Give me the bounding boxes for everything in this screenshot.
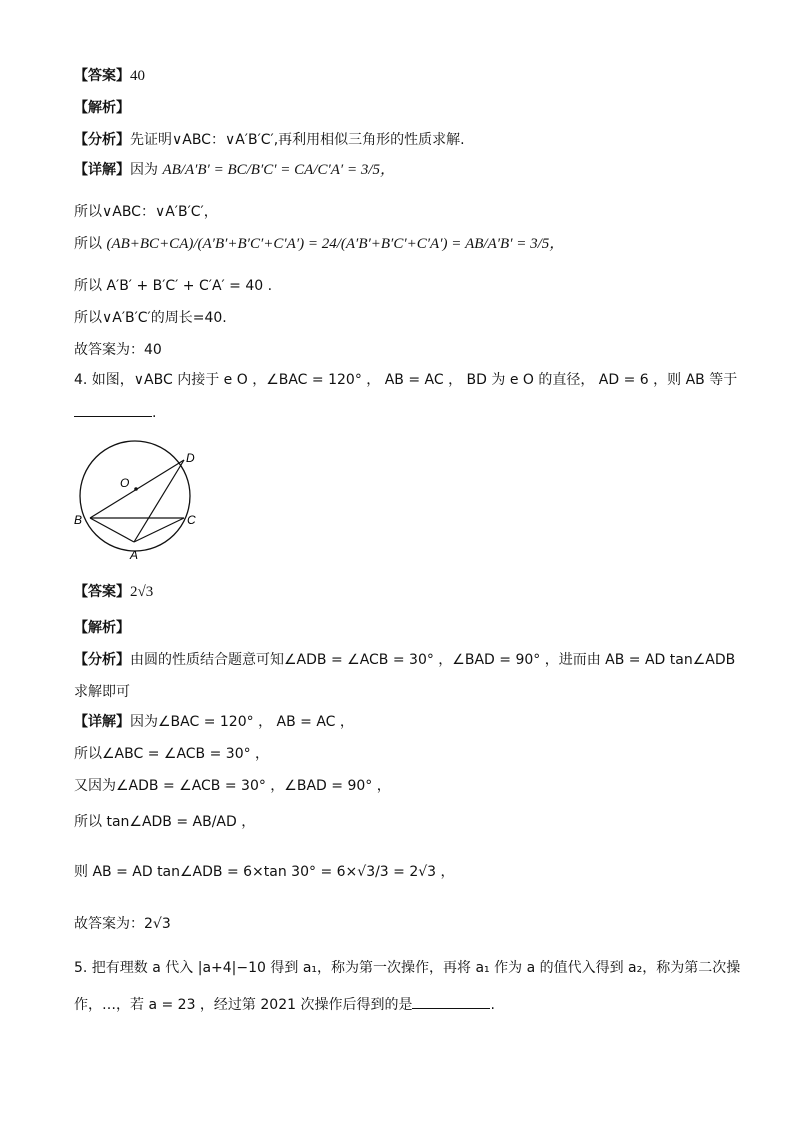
answer-tag: 【答案】 (74, 68, 130, 84)
q4-analysis-tag-line (74, 618, 130, 638)
q5-line2-text: 作，…，若 a = 23 ，经过第 2021 次操作后得到的是 (74, 997, 413, 1013)
q3-ratio-expr: (AB+BC+CA)/(A′B′+B′C′+C′A′) = 24/(A′B′+B′C′+C′A′) = AB/A′B′ = 3/5， (106, 236, 565, 252)
q4-detail-line2: 所以∠ABC = ∠ACB = 30° ， (74, 746, 270, 762)
q3-answer-value: 40 (130, 68, 145, 84)
label-o: O (120, 476, 130, 490)
center-point-o (134, 487, 138, 491)
label-b: B (74, 513, 83, 527)
q4-circle-figure (70, 440, 200, 565)
q3-similar-line: 所以∨ABC：∨A′B′C′， (74, 204, 218, 220)
q4-final-line: 故答案为：2√3 (74, 916, 171, 932)
q3-perimeter-line: 所以∨A′B′C′的周长=40. (74, 310, 227, 326)
q3-final-line: 故答案为：40 (74, 342, 162, 358)
detail-tag-q4: 【详解】 (74, 714, 130, 730)
q4-question-line1: 4. 如图，∨ABC 内接于 e O ，∠BAC = 120° ， AB = AC ， BD 为 e O 的直径， AD = 6 ，则 AB 等于 (74, 372, 738, 388)
label-c: C (187, 513, 196, 527)
q4-answer-value: 2√3 (130, 584, 154, 600)
q3-ratio-prefix: 所以 (74, 236, 102, 252)
q4-fenxi-text: 由圆的性质结合题意可知∠ADB = ∠ACB = 30° ，∠BAD = 90° ，进而由 AB = AD tan∠ADB (130, 652, 736, 668)
q5-line1: 5. 把有理数 a 代入 |a+4|−10 得到 a₁，称为第一次操作，再将 a₁ 作为 a 的值代入得到 a₂，称为第二次操 (74, 960, 741, 976)
fenxi-tag: 【分析】 (74, 132, 130, 148)
q5-line2-end: . (490, 997, 495, 1013)
q3-fenxi-line (74, 130, 465, 150)
q3-detail-line (74, 160, 395, 180)
detail-tag: 【详解】 (74, 162, 130, 178)
q4-detail-line3: 又因为∠ADB = ∠ACB = 30° ，∠BAD = 90° ， (74, 778, 391, 794)
analysis-tag: 【解析】 (74, 100, 130, 116)
q3-ratio-line (74, 234, 564, 254)
q5-answer-blank (412, 994, 490, 1009)
q3-detail-eq: AB/A′B′ = BC/B′C′ = CA/C′A′ = 3/5， (162, 162, 395, 178)
q4-answer-line (74, 582, 153, 602)
q4-answer-blank (74, 402, 152, 417)
q3-detail-prefix: 因为 (130, 162, 158, 178)
q3-sum-line: 所以 A′B′ + B′C′ + C′A′ = 40 . (74, 278, 273, 294)
segment-ba (90, 518, 134, 542)
q4-detail-line4: 所以 tan∠ADB = AB/AD ， (74, 814, 256, 830)
q3-answer-line (74, 66, 145, 86)
q3-analysis-tag-line (74, 98, 130, 118)
q4-detail1: 因为∠BAC = 120° ， AB = AC ， (130, 714, 354, 730)
q3-fenxi-text: 先证明∨ABC：∨A′B′C′,再利用相似三角形的性质求解. (130, 132, 465, 148)
analysis-tag-q4: 【解析】 (74, 620, 130, 636)
q4-fenxi-line2: 求解即可 (74, 684, 130, 700)
fenxi-tag-q4: 【分析】 (74, 652, 130, 668)
q5-line2 (74, 994, 495, 1015)
answer-tag-q4: 【答案】 (74, 584, 130, 600)
q4-detail-line1 (74, 712, 354, 732)
q4-detail-line5: 则 AB = AD tan∠ADB = 6×tan 30° = 6×√3/3 = 2√3 ， (74, 864, 455, 880)
q4-question-end: . (152, 405, 157, 421)
circle-o (80, 441, 190, 551)
q4-fenxi-line (74, 650, 735, 670)
label-a: A (130, 548, 139, 562)
label-d: D (186, 451, 195, 465)
q4-question-line2 (74, 402, 156, 423)
